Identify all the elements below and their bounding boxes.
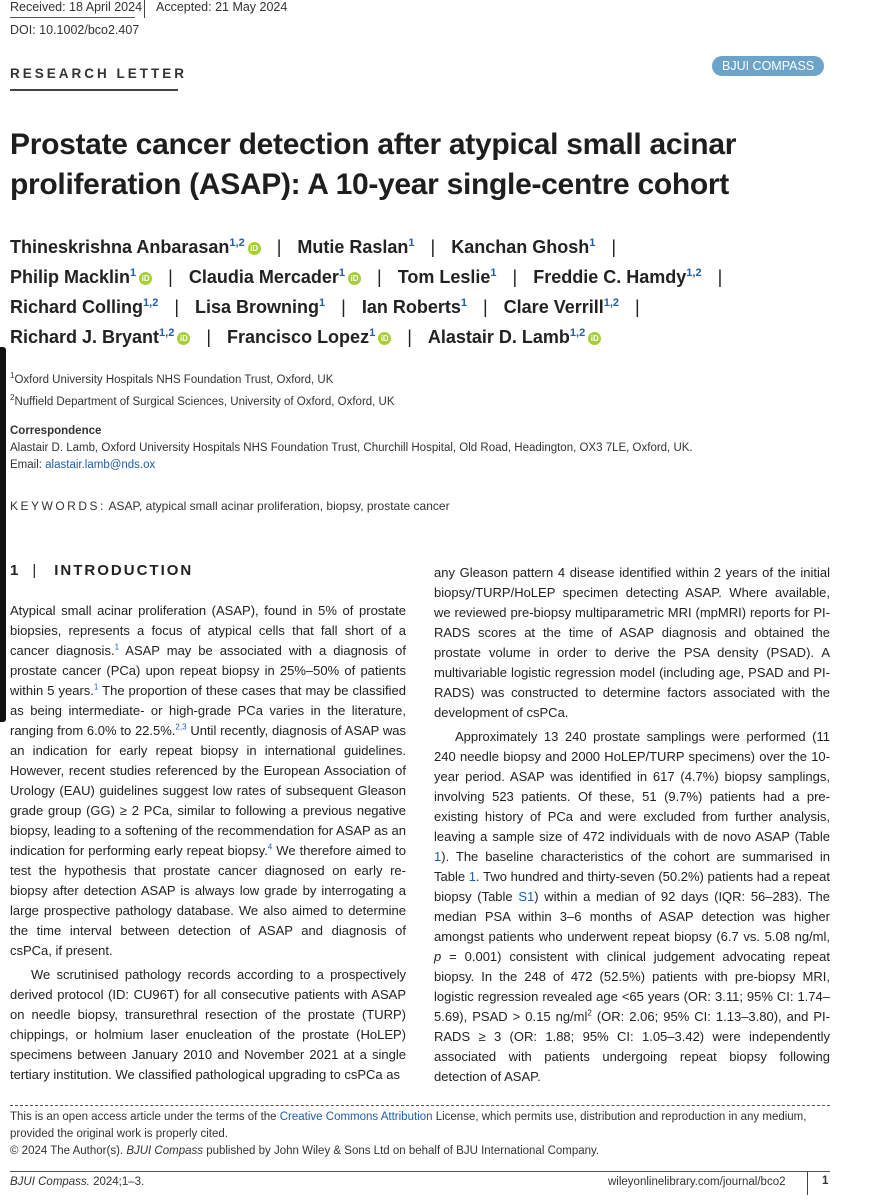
citation-journal: BJUI Compass. <box>10 1176 90 1188</box>
author-name[interactable]: Clare Verrill <box>503 297 604 317</box>
paragraph-3: any Gleason pattern 4 disease identified within 2 years of the initial biopsy/TURP/HoLEP specimen detecting ASAP. Where available, we reviewed pre-biopsy multiparametric MRI (mpMRI) reports for PI-RADS scores at the time of ASAP diagnosis and obtained the prostate volume in order to derive the PSA density (PSAD). A multivariable logistic regression model (including age, PSAD and PI-RADS) was constructed to determine factors associated with the development of csPCa. <box>434 565 830 720</box>
author-affiliation-sup: 1,2 <box>229 237 245 249</box>
author-affiliation-sup: 1 <box>130 267 137 279</box>
affiliation-1 <box>10 367 333 389</box>
author-affiliation-sup: 1 <box>490 267 497 279</box>
author-affiliation-sup: 1,2 <box>603 297 620 309</box>
p4-text-a: Approximately 13 240 prostate samplings were performed (11 240 needle biopsy and 2000 HoLEP/TURP specimens) over the 10-year period. ASAP was identified in 617 (4.7%) biopsy samplings, involving 523 patients. Of these, 51 (9.7%) patients had a pre-existing history of PCa and were excluded from further analysis, leaving a sample size of 472 individuals with de novo ASAP (Table <box>434 729 830 844</box>
author-affiliation-sup: 1 <box>589 237 596 249</box>
author-name[interactable]: Freddie C. Hamdy <box>533 267 687 287</box>
author-name[interactable]: Claudia Mercader <box>188 267 339 287</box>
ref-4[interactable]: 4 <box>267 842 273 852</box>
author-name[interactable]: Lisa Browning <box>195 297 320 317</box>
affiliation-1-num: 1 <box>10 371 15 380</box>
author-separator: | <box>168 267 173 287</box>
author-separator: | <box>430 237 436 257</box>
ref-2-3[interactable]: 2,3 <box>175 722 187 732</box>
author-affiliation-sup: 1 <box>369 327 376 339</box>
orcid-icon[interactable]: iD <box>588 332 601 345</box>
license-link[interactable]: Creative Commons Attribution <box>279 1111 433 1123</box>
table-1-link-2[interactable]: 1 <box>468 869 477 884</box>
correspondence-text: Alastair D. Lamb, Oxford University Hospitals NHS Foundation Trust, Churchill Hospital, Old Road, Headington, OX3 7LE, Oxford, UK. <box>10 442 693 454</box>
footer-divider <box>10 1105 830 1106</box>
header-divider <box>144 0 145 18</box>
p1-text-a: Atypical small acinar proliferation (ASAP), found in 5% of prostate biopsies, represents a focus of atypical cells that fall short of a cancer diagnosis. <box>10 603 406 658</box>
author-affiliation-sup: 1 <box>338 267 346 279</box>
paragraph-1 <box>10 601 406 961</box>
author-separator: | <box>276 237 282 257</box>
author-separator: | <box>635 297 640 317</box>
affiliation-1-text: Oxford University Hospitals NHS Foundation Trust, Oxford, UK <box>14 373 334 386</box>
p4-text-d: ) within a median of 92 days (IQR: 56–283). The median PSA within 3–6 months of ASAP detection was higher amongst patients who underwent repeat biopsy (6.7 vs. 5.08 ng/ml, <box>434 889 830 944</box>
license-text-b: License, which permits use, distribution and reproduction in any medium, provided the original work is properly cited. <box>10 1111 807 1140</box>
author-name[interactable]: Alastair D. Lamb <box>427 327 570 347</box>
author-separator: | <box>407 327 412 347</box>
author-name[interactable]: Kanchan Ghosh <box>451 237 590 257</box>
author-separator: | <box>512 267 518 287</box>
ref-1[interactable]: 1 <box>114 642 120 652</box>
p4-text-e: = 0.001) consistent with clinical judgement advocating repeat biopsy. In the 248 of 472 (52.5%) patients with pre-biopsy MRI, logistic regression revealed age <65 years (OR: 3.11; 95% CI: 1.74–5.69), PSAD > 0.15 ng/ml <box>434 949 830 1024</box>
license-note <box>10 1109 810 1143</box>
paragraph-2: We scrutinised pathology records according to a prospectively derived protocol (ID: CU96T) for all consecutive patients with ASAP on needle biopsy, transurethral resection of the prostate (TURP) chippings, or holmium laser enucleation of the prostate (HoLEP) specimens between January 2010 and November 2021 at a single tertiary institution. We classified pathological upgrading to csPCa as <box>10 967 406 1082</box>
author-row <box>10 232 860 262</box>
orcid-icon[interactable]: iD <box>348 272 361 285</box>
table-1-link[interactable]: 1 <box>434 849 442 864</box>
article-type-underline <box>10 89 178 91</box>
author-name[interactable]: Philip Macklin <box>10 267 131 287</box>
bottom-rule <box>10 1171 830 1172</box>
author-separator: | <box>174 297 179 317</box>
affiliation-2-text: Nuffield Department of Surgical Sciences, University of Oxford, Oxford, UK <box>14 395 395 408</box>
correspondence-label: Correspondence <box>10 425 102 437</box>
author-affiliation-sup: 1 <box>319 297 326 309</box>
p4-text-f: (OR: 2.06; 95% CI: 1.13–3.80), and PI-RADS ≥ 3 (OR: 1.88; 95% CI: 1.05–3.42) were independently associated with patients undergoing repeat biopsy following detection of ASAP. <box>434 1009 830 1084</box>
right-column <box>434 563 830 1091</box>
p1-text-d: Until recently, diagnosis of ASAP was an indication for early repeat biopsy in international guidelines. However, recent studies referenced by the European Association of Urology (EAU) guidelines suggest low rates of subsequent Gleason grade group (GG) ≥ 2 PCa, similar to following a previous negative biopsy, leading to a softening of the recommendation for ASAP as an indication for performing early repeat biopsy. <box>10 723 406 858</box>
orcid-icon[interactable]: iD <box>177 332 190 345</box>
author-separator: | <box>611 237 617 257</box>
article-type: RESEARCH LETTER <box>10 66 188 81</box>
copyright-journal: BJUI Compass <box>126 1145 203 1157</box>
citation-rest: 2024;1–3. <box>89 1176 145 1188</box>
author-name[interactable]: Ian Roberts <box>361 297 461 317</box>
page-number: 1 <box>822 1175 829 1187</box>
received-date: Received: 18 April 2024 <box>10 0 143 14</box>
author-separator: | <box>377 267 382 287</box>
journal-url[interactable]: wileyonlinelibrary.com/journal/bco2 <box>608 1176 786 1188</box>
side-scroll-tab[interactable] <box>0 347 6 722</box>
section-divider: | <box>32 562 39 579</box>
orcid-icon[interactable]: iD <box>378 332 391 345</box>
author-name[interactable]: Tom Leslie <box>397 267 491 287</box>
section-heading-introduction <box>10 562 193 579</box>
author-affiliation-sup: 1 <box>408 237 415 249</box>
author-name[interactable]: Mutie Raslan <box>297 237 409 257</box>
correspondence-block <box>10 423 850 474</box>
email-label: Email: <box>10 459 42 471</box>
orcid-icon[interactable]: iD <box>139 272 152 285</box>
author-row <box>10 322 860 352</box>
p1-text-c: The proportion of these cases that may be classified as being intermediate- or high-grade PCa varies in the literature, ranging from 6.0% to 22.5%. <box>10 683 406 738</box>
affiliation-2-num: 2 <box>10 393 15 402</box>
author-affiliation-sup: 1,2 <box>143 297 159 309</box>
journal-badge[interactable]: BJUI COMPASS <box>712 56 824 76</box>
keywords-label: KEYWORDS: <box>10 499 106 513</box>
author-row <box>10 292 860 322</box>
copyright-note <box>10 1143 830 1160</box>
author-separator: | <box>482 297 488 317</box>
title-line-1: Prostate cancer detection after atypical small acinar <box>10 128 737 161</box>
section-number: 1 <box>10 562 19 579</box>
ref-1b[interactable]: 1 <box>93 682 99 692</box>
author-separator: | <box>206 327 212 347</box>
p1-text-e: We therefore aimed to test the hypothesis that prostate cancer diagnosed on early re-biopsy after detection ASAP is always low grade by interrogating a large prospective pathology database. We also aimed to determine the time interval between detection of ASAP and diagnosis of csPCa, if present. <box>10 843 406 958</box>
citation <box>10 1176 144 1188</box>
unit-exponent: 2 <box>587 1008 592 1018</box>
author-affiliation-sup: 1,2 <box>686 267 702 279</box>
table-s1-link[interactable]: S1 <box>518 889 535 904</box>
p-value-symbol: p <box>434 949 442 964</box>
author-row <box>10 262 860 292</box>
keywords <box>10 499 450 513</box>
title-line-2: proliferation (ASAP): A 10-year single-centre cohort <box>10 168 729 201</box>
article-title <box>10 125 850 205</box>
accepted-date: Accepted: 21 May 2024 <box>156 0 288 14</box>
author-name[interactable]: Richard Colling <box>10 297 144 317</box>
author-list <box>10 232 860 352</box>
p4-text-b: ). The baseline characteristics of the cohort are summarised in Table <box>434 849 830 884</box>
correspondence-email-line <box>10 457 850 474</box>
license-text-a: This is an open access article under the terms of the <box>10 1111 280 1123</box>
copyright-text-a: © 2024 The Author(s). <box>10 1145 127 1157</box>
email-link[interactable]: alastair.lamb@nds.ox <box>45 459 156 471</box>
left-column <box>10 601 406 1089</box>
author-affiliation-sup: 1,2 <box>159 327 175 339</box>
section-title: INTRODUCTION <box>54 562 194 579</box>
affiliation-2 <box>10 389 395 411</box>
author-name[interactable]: Richard J. Bryant <box>10 327 160 347</box>
paragraph-4 <box>434 727 830 1087</box>
copyright-text-b: published by John Wiley & Sons Ltd on behalf of BJU International Company. <box>203 1145 600 1157</box>
author-name[interactable]: Francisco Lopez <box>227 327 370 347</box>
author-affiliation-sup: 1,2 <box>569 327 586 339</box>
doi: DOI: 10.1002/bco2.407 <box>10 23 140 37</box>
p4-text-c: . Two hundred and thirty-seven (50.2%) patients had a repeat biopsy (Table <box>434 869 830 904</box>
author-name[interactable]: Thineskrishna Anbarasan <box>10 237 230 257</box>
keywords-text: ASAP, atypical small acinar proliferation, biopsy, prostate cancer <box>108 499 450 513</box>
page-number-divider <box>807 1171 808 1195</box>
header-rule <box>10 17 135 18</box>
orcid-icon[interactable]: iD <box>248 242 261 255</box>
p1-text-b: ASAP may be associated with a diagnosis of prostate cancer (PCa) upon repeat biopsy in 25%–50% of patients within 5 years. <box>10 643 406 698</box>
author-separator: | <box>341 297 346 317</box>
author-separator: | <box>717 267 723 287</box>
author-affiliation-sup: 1 <box>460 297 467 309</box>
